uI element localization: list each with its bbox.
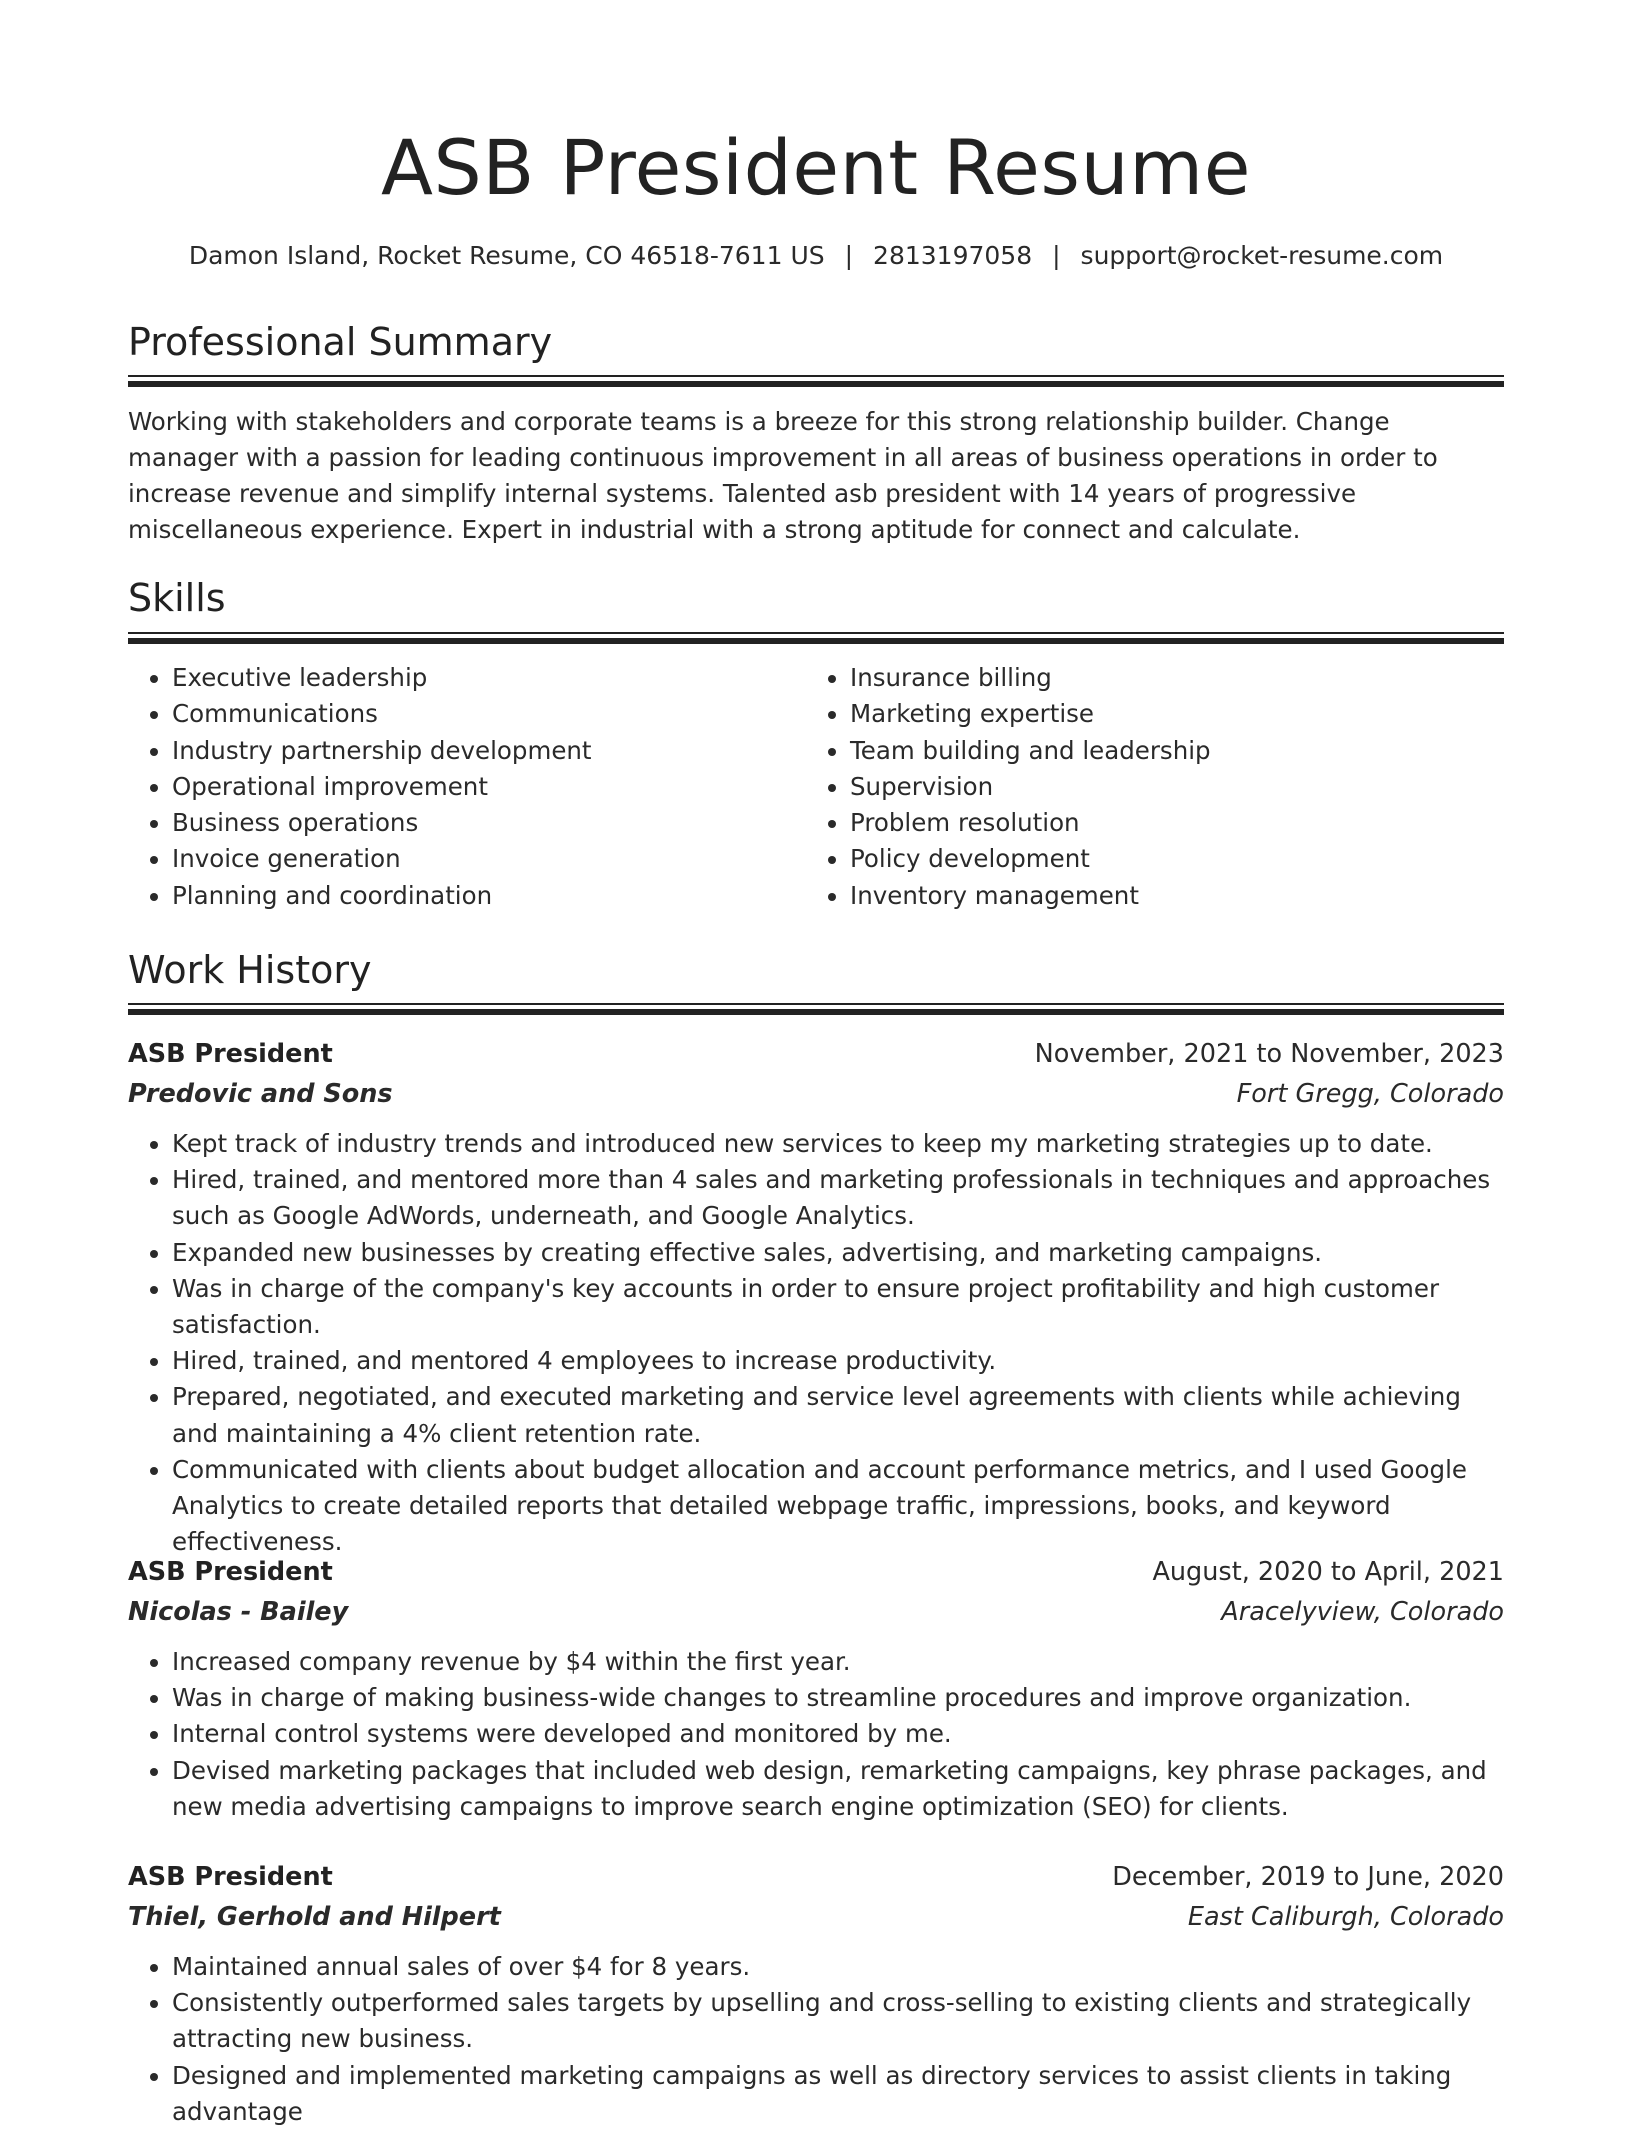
job-header-row bbox=[128, 1857, 1504, 1897]
job-bullet: • Devised marketing packages that included web design, remarketing campaigns, key phrase packages, and new media advertising campaigns to improve search engine optimization (SEO) for clients. bbox=[172, 1753, 1504, 1825]
job-bullet: • Increased company revenue by $4 within the first year. bbox=[172, 1644, 1504, 1680]
contact-separator: | bbox=[844, 241, 854, 270]
job-bullet: • Kept track of industry trends and introduced new services to keep my marketing strategies up to date. bbox=[172, 1126, 1504, 1162]
job-bullet: • Prepared, negotiated, and executed marketing and service level agreements with clients while achieving and maintaining a 4% client retention rate. bbox=[172, 1379, 1504, 1451]
section-divider bbox=[128, 375, 1504, 387]
section-divider bbox=[128, 1003, 1504, 1015]
contact-phone: 2813197058 bbox=[873, 241, 1033, 270]
skill-item: • Invoice generation bbox=[172, 841, 802, 877]
contact-address: Damon Island, Rocket Resume, CO 46518-7611 US bbox=[188, 241, 825, 270]
job-subheader-row bbox=[128, 1074, 1504, 1114]
skill-item: • Policy development bbox=[850, 841, 1500, 877]
skill-item: • Business operations bbox=[172, 805, 802, 841]
skill-item: • Insurance billing bbox=[850, 660, 1500, 696]
job-bullet: • Internal control systems were developed and monitored by me. bbox=[172, 1716, 1504, 1752]
job-company: Predovic and Sons bbox=[128, 1079, 393, 1109]
job-header-row bbox=[128, 1552, 1504, 1592]
skill-item: • Planning and coordination bbox=[172, 878, 802, 914]
job-role: ASB President bbox=[128, 1039, 333, 1069]
skill-item: • Marketing expertise bbox=[850, 696, 1500, 732]
job-bullet: • Was in charge of the company's key accounts in order to ensure project profitability and high customer satisfaction. bbox=[172, 1271, 1504, 1343]
job-bullet: • Communicated with clients about budget allocation and account performance metrics, and I used Google Analytics to create detailed reports that detailed webpage traffic, impressions, books, and keyword effectiveness. bbox=[172, 1452, 1504, 1561]
contact-line bbox=[128, 236, 1504, 276]
job-dates: November, 2021 to November, 2023 bbox=[1034, 1039, 1504, 1069]
section-heading-work-history: Work History bbox=[128, 948, 372, 992]
summary-text: Working with stakeholders and corporate teams is a breeze for this strong relationship builder. Change manager with a passion for leading continuous improvement in all areas of business operations in order to increase revenue and simplify internal systems. Talented asb president with 14 years of progressive miscellaneous experience. Expert in industrial with a strong aptitude for connect and calculate. bbox=[128, 407, 1438, 544]
skills-column-left bbox=[128, 660, 802, 914]
job-company: Nicolas - Bailey bbox=[128, 1597, 349, 1627]
job-entry bbox=[128, 1857, 1504, 2130]
skill-item: • Supervision bbox=[850, 769, 1500, 805]
job-bullet: • Maintained annual sales of over $4 for 8 years. bbox=[172, 1949, 1504, 1985]
job-subheader-row bbox=[128, 1592, 1504, 1632]
job-bullet: • Was in charge of making business-wide changes to streamline procedures and improve organization. bbox=[172, 1680, 1504, 1716]
skill-item: • Inventory management bbox=[850, 878, 1500, 914]
job-location: East Caliburgh, Colorado bbox=[1187, 1902, 1504, 1932]
job-entry bbox=[128, 1034, 1504, 1560]
job-bullet: • Hired, trained, and mentored 4 employees to increase productivity. bbox=[172, 1343, 1504, 1379]
job-company: Thiel, Gerhold and Hilpert bbox=[128, 1902, 501, 1932]
job-header-row bbox=[128, 1034, 1504, 1074]
resume-title: ASB President Resume bbox=[381, 123, 1251, 212]
job-role: ASB President bbox=[128, 1862, 333, 1892]
job-dates: December, 2019 to June, 2020 bbox=[1112, 1862, 1504, 1892]
job-dates: August, 2020 to April, 2021 bbox=[1152, 1557, 1504, 1587]
job-location: Fort Gregg, Colorado bbox=[1236, 1079, 1504, 1109]
job-bullet: • Expanded new businesses by creating effective sales, advertising, and marketing campaigns. bbox=[172, 1235, 1504, 1271]
skills-column-right bbox=[806, 660, 1500, 914]
skill-item: • Communications bbox=[172, 696, 802, 732]
job-location: Aracelyview, Colorado bbox=[1221, 1597, 1504, 1627]
job-entry bbox=[128, 1552, 1504, 1825]
section-divider bbox=[128, 632, 1504, 644]
skill-item: • Industry partnership development bbox=[172, 733, 802, 769]
job-bullets bbox=[128, 1126, 1504, 1560]
skill-item: • Problem resolution bbox=[850, 805, 1500, 841]
contact-email[interactable]: support@rocket-resume.com bbox=[1080, 241, 1444, 270]
job-bullet: • Consistently outperformed sales targets by upselling and cross-selling to existing clients and strategically attracting new business. bbox=[172, 1985, 1504, 2057]
job-bullet: • Designed and implemented marketing campaigns as well as directory services to assist clients in taking advantage bbox=[172, 2058, 1504, 2130]
job-bullets bbox=[128, 1644, 1504, 1825]
section-heading-skills: Skills bbox=[128, 576, 226, 620]
job-subheader-row bbox=[128, 1897, 1504, 1937]
job-bullet: • Hired, trained, and mentored more than 4 sales and marketing professionals in techniques and approaches such as Google AdWords, underneath, and Google Analytics. bbox=[172, 1162, 1504, 1234]
skill-item: • Team building and leadership bbox=[850, 733, 1500, 769]
contact-separator: | bbox=[1052, 241, 1061, 270]
job-bullets bbox=[128, 1949, 1504, 2130]
job-role: ASB President bbox=[128, 1557, 333, 1587]
skill-item: • Operational improvement bbox=[172, 769, 802, 805]
section-heading-summary: Professional Summary bbox=[128, 320, 553, 364]
skill-item: • Executive leadership bbox=[172, 660, 802, 696]
